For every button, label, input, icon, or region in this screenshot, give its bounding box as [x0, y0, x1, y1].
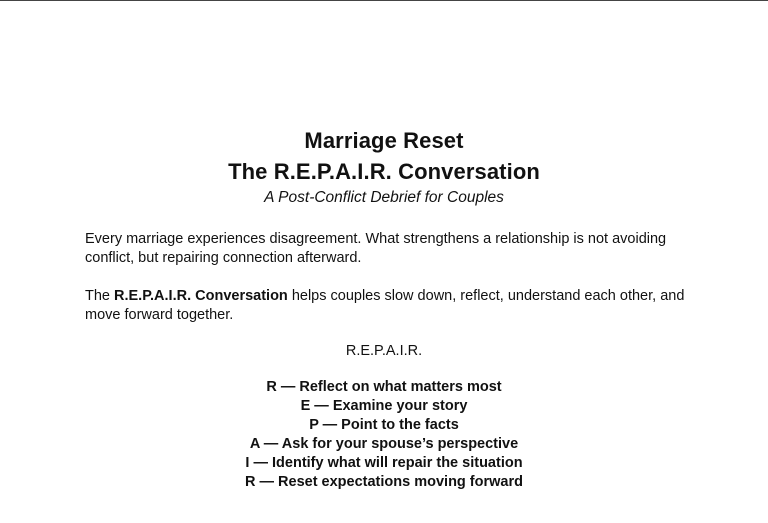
description-prefix: The: [85, 288, 115, 304]
document-title: Marriage Reset: [304, 128, 464, 153]
intro-paragraph: Every marriage experiences disagreement. What strengthens a relationship is not avoiding conflict, but repairing connection afterward.: [85, 231, 667, 266]
list-item: I — Identify what will repair the situation: [245, 455, 523, 471]
list-item: R — Reset expectations moving forward: [245, 474, 523, 490]
description-paragraph: [85, 287, 685, 325]
list-item: P — Point to the facts: [309, 417, 459, 433]
document-title-secondary: The R.E.P.A.I.R. Conversation: [228, 159, 540, 184]
description-bold-term: R.E.P.A.I.R. Conversation: [114, 288, 288, 304]
acronym-heading: R.E.P.A.I.R.: [345, 343, 423, 359]
list-item: A — Ask for your spouse’s perspective: [249, 436, 519, 452]
list-item: E — Examine your story: [300, 398, 468, 414]
list-item: R — Reflect on what matters most: [266, 379, 502, 395]
repair-steps-list: [0, 378, 768, 492]
description-suffix: helps couples slow down, reflect, understand each other, and move forward together.: [85, 288, 685, 323]
document-subtitle: A Post-Conflict Debrief for Couples: [264, 189, 504, 206]
